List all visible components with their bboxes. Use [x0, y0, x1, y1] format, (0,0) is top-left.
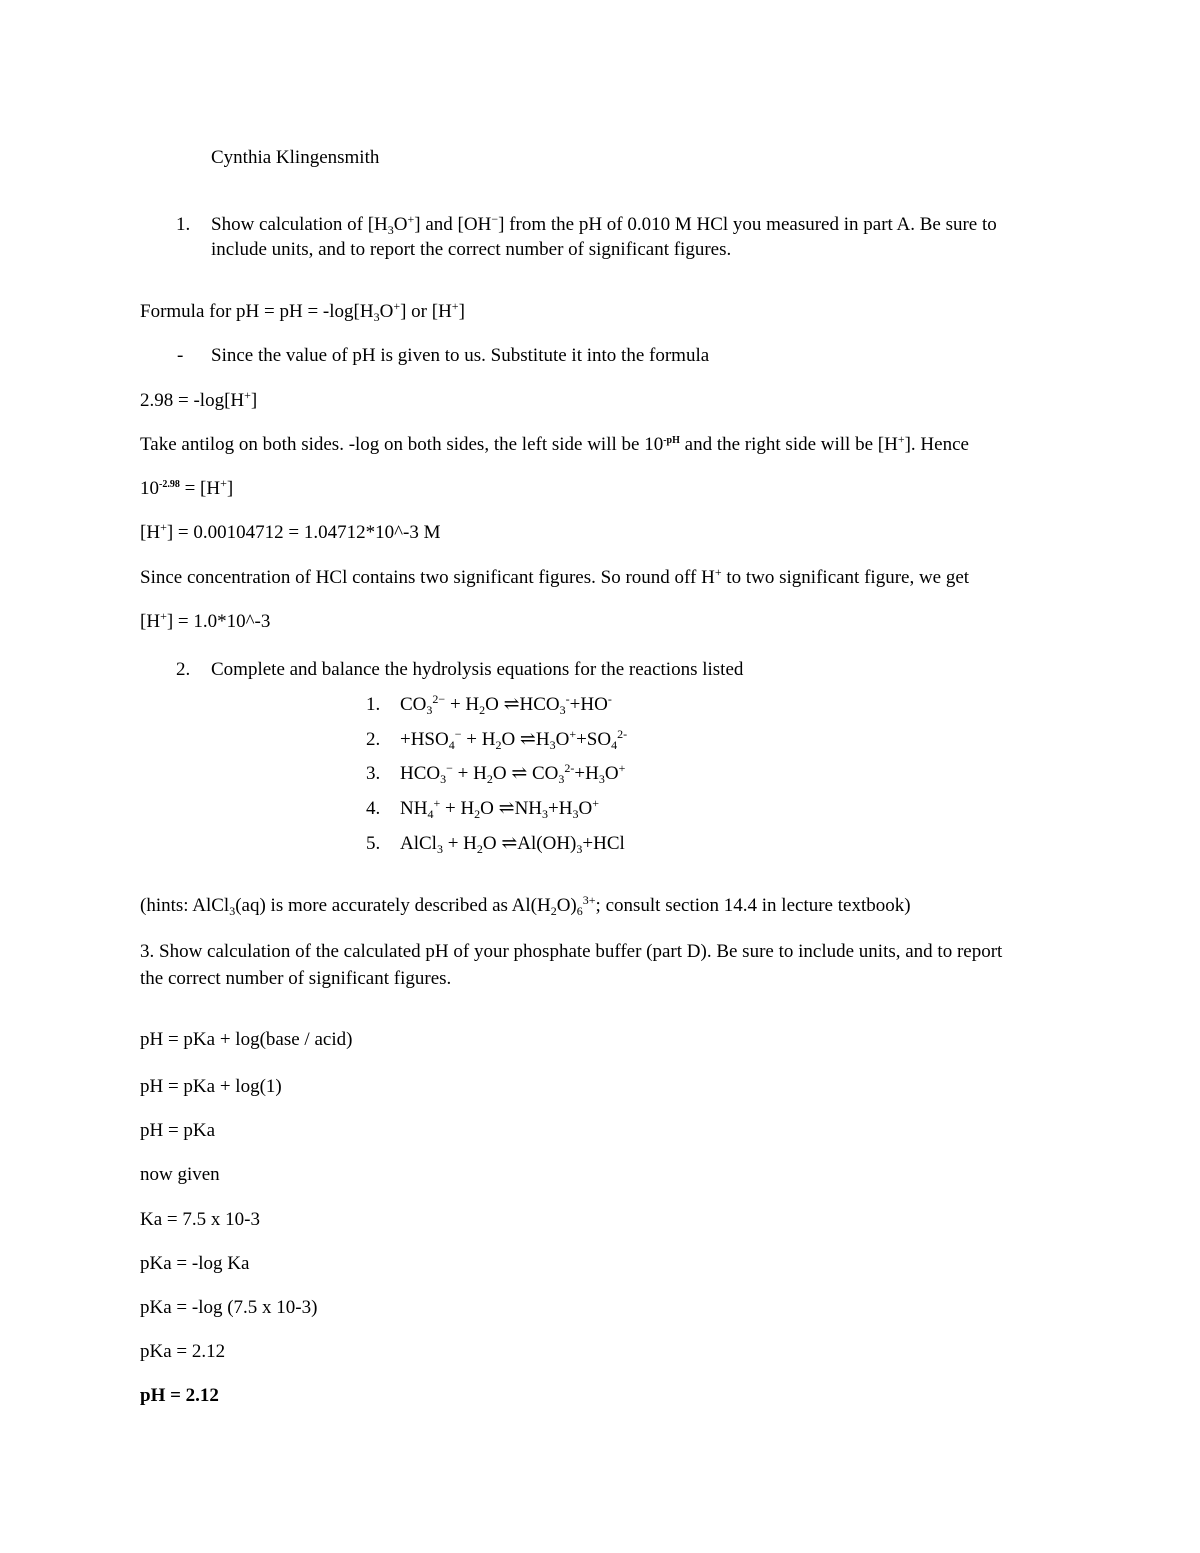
- text: [H: [140, 522, 161, 543]
- calc-step: pKa = 2.12: [140, 1341, 226, 1362]
- text: + H: [461, 729, 496, 750]
- equation-10-power: [140, 476, 234, 499]
- text: O): [556, 895, 577, 916]
- question-1-number: 1.: [176, 214, 191, 235]
- text: ] from the pH of 0.010 M HCl you measured in part A. Be sure to: [498, 214, 997, 235]
- superscript: -pH: [663, 435, 680, 446]
- text: CO: [400, 694, 427, 715]
- text: Formula for pH = pH = -log[H: [140, 301, 374, 322]
- reaction-number: 2.: [366, 729, 381, 750]
- text: +H: [548, 798, 573, 819]
- text: = [H: [179, 478, 221, 499]
- question-3-line-1: 3. Show calculation of the calculated pH of your phosphate buffer (part D). Be sure to include units, and to report: [140, 941, 1003, 962]
- subscript: 2: [474, 807, 481, 821]
- text: Take antilog on both sides. -log on both sides, the left side will be 10: [140, 434, 664, 455]
- text: ]. Hence: [904, 434, 969, 455]
- superscript: +: [220, 476, 227, 490]
- text: O: [578, 798, 593, 819]
- text: Since concentration of HCl contains two significant figures. So round off H: [140, 567, 715, 588]
- text: O ⇌HCO: [485, 694, 560, 715]
- text: +SO: [576, 729, 612, 750]
- subscript: 3: [373, 310, 380, 324]
- equation-h-value: [140, 520, 441, 543]
- text: O ⇌Al(OH): [482, 833, 577, 854]
- text: NH: [400, 798, 428, 819]
- subscript: 2: [486, 772, 493, 786]
- subscript: 3: [229, 904, 236, 918]
- text: + H: [440, 798, 475, 819]
- text: + H: [452, 763, 487, 784]
- text: + H: [445, 694, 480, 715]
- text: O: [393, 214, 408, 235]
- text: ]: [250, 390, 258, 411]
- text: ]: [226, 478, 234, 499]
- text: [H: [140, 611, 161, 632]
- text: ] = 0.00104712 = 1.04712*10^-3 M: [166, 522, 441, 543]
- subscript: 4: [448, 738, 455, 752]
- bullet-dash: -: [177, 345, 184, 366]
- equation-298: [140, 388, 258, 411]
- reaction-number: 3.: [366, 763, 381, 784]
- reaction-4: [400, 796, 599, 821]
- subscript: 3: [440, 772, 447, 786]
- antilog-step: [140, 432, 969, 455]
- subscript: 2: [495, 738, 502, 752]
- text: O ⇌ CO: [492, 763, 559, 784]
- text: ] = 1.0*10^-3: [166, 611, 271, 632]
- question-3-line-2: the correct number of significant figures.: [140, 968, 452, 989]
- subscript: 3: [387, 223, 394, 237]
- subscript: 3: [559, 703, 566, 717]
- subscript: 3: [576, 842, 583, 856]
- text: ] or [H: [400, 301, 452, 322]
- equation-h-rounded: [140, 609, 271, 632]
- subscript: 3: [558, 772, 565, 786]
- subscript: 6: [576, 904, 583, 918]
- question-1-line-2: include units, and to report the correct number of significant figures.: [211, 239, 732, 260]
- text: ]: [458, 301, 465, 322]
- text: HCO: [400, 763, 441, 784]
- superscript: +: [569, 727, 577, 741]
- author-name: Cynthia Klingensmith: [211, 147, 380, 168]
- superscript: +: [433, 796, 441, 810]
- superscript: +: [407, 212, 415, 226]
- question-1-line-1: [211, 212, 997, 237]
- superscript: +: [592, 796, 599, 810]
- calc-step: pH = pKa + log(1): [140, 1076, 282, 1097]
- calc-step: now given: [140, 1164, 220, 1185]
- text: (hints: AlCl: [140, 895, 230, 916]
- subscript: 2: [476, 842, 483, 856]
- text: AlCl: [400, 833, 437, 854]
- superscript: 2-: [617, 727, 628, 741]
- text: and the right side will be [H: [679, 434, 898, 455]
- final-answer: pH = 2.12: [140, 1385, 219, 1406]
- reaction-3: [400, 761, 626, 786]
- superscript: 2-: [564, 761, 575, 775]
- ph-formula: [140, 299, 465, 324]
- text: O ⇌NH: [480, 798, 543, 819]
- question-2-number: 2.: [176, 659, 191, 680]
- superscript: -: [565, 692, 570, 706]
- reaction-5: [400, 833, 625, 856]
- text: O: [604, 763, 619, 784]
- superscript: +: [714, 565, 722, 579]
- subscript: 2: [479, 703, 486, 717]
- superscript: +: [244, 388, 251, 402]
- superscript: −: [446, 761, 453, 775]
- superscript: -: [607, 692, 612, 706]
- text: +HCl: [582, 833, 625, 854]
- hints-note: [140, 893, 911, 918]
- text: ; consult section 14.4 in lecture textbook): [595, 895, 911, 916]
- superscript: +: [897, 432, 905, 446]
- text: O: [555, 729, 570, 750]
- subscript: 4: [427, 807, 434, 821]
- superscript: 2−: [432, 692, 446, 706]
- question-2-text: Complete and balance the hydrolysis equations for the reactions listed: [211, 659, 744, 680]
- text: 10: [140, 478, 159, 499]
- subscript: 2: [550, 904, 557, 918]
- calc-step: pKa = -log Ka: [140, 1253, 250, 1274]
- subscript: 3: [436, 842, 443, 856]
- calc-step: pH = pKa + log(base / acid): [140, 1029, 353, 1050]
- text: +H: [574, 763, 599, 784]
- sigfig-note: [140, 565, 970, 588]
- superscript: 3+: [582, 893, 596, 907]
- superscript: −: [454, 727, 462, 741]
- text: Show calculation of [H: [211, 214, 388, 235]
- superscript: -2.98: [159, 479, 180, 490]
- bullet-text: Since the value of pH is given to us. Substitute it into the formula: [211, 345, 710, 366]
- subscript: 3: [549, 738, 556, 752]
- reaction-1: [400, 692, 612, 717]
- superscript: +: [160, 609, 167, 623]
- calc-step: Ka = 7.5 x 10-3: [140, 1209, 260, 1230]
- reaction-number: 4.: [366, 798, 381, 819]
- text: ] and [OH: [414, 214, 492, 235]
- text: +HSO: [400, 729, 449, 750]
- text: O: [379, 301, 394, 322]
- text: + H: [442, 833, 477, 854]
- superscript: −: [491, 212, 499, 226]
- superscript: +: [618, 761, 626, 775]
- text: to two significant figure, we get: [721, 567, 970, 588]
- superscript: +: [451, 299, 459, 313]
- text: O ⇌H: [501, 729, 550, 750]
- superscript: +: [393, 299, 401, 313]
- reaction-number: 1.: [366, 694, 381, 715]
- subscript: 4: [611, 738, 618, 752]
- subscript: 3: [598, 772, 605, 786]
- calc-step: pH = pKa: [140, 1120, 216, 1141]
- reaction-number: 5.: [366, 833, 381, 854]
- superscript: +: [160, 520, 167, 534]
- text: 2.98 = -log[H: [140, 390, 245, 411]
- subscript: 3: [426, 703, 433, 717]
- text: +HO: [569, 694, 608, 715]
- reaction-2: [400, 727, 628, 752]
- text: (aq) is more accurately described as Al(H: [235, 895, 551, 916]
- subscript: 3: [572, 807, 579, 821]
- subscript: 3: [542, 807, 549, 821]
- calc-step: pKa = -log (7.5 x 10-3): [140, 1297, 318, 1318]
